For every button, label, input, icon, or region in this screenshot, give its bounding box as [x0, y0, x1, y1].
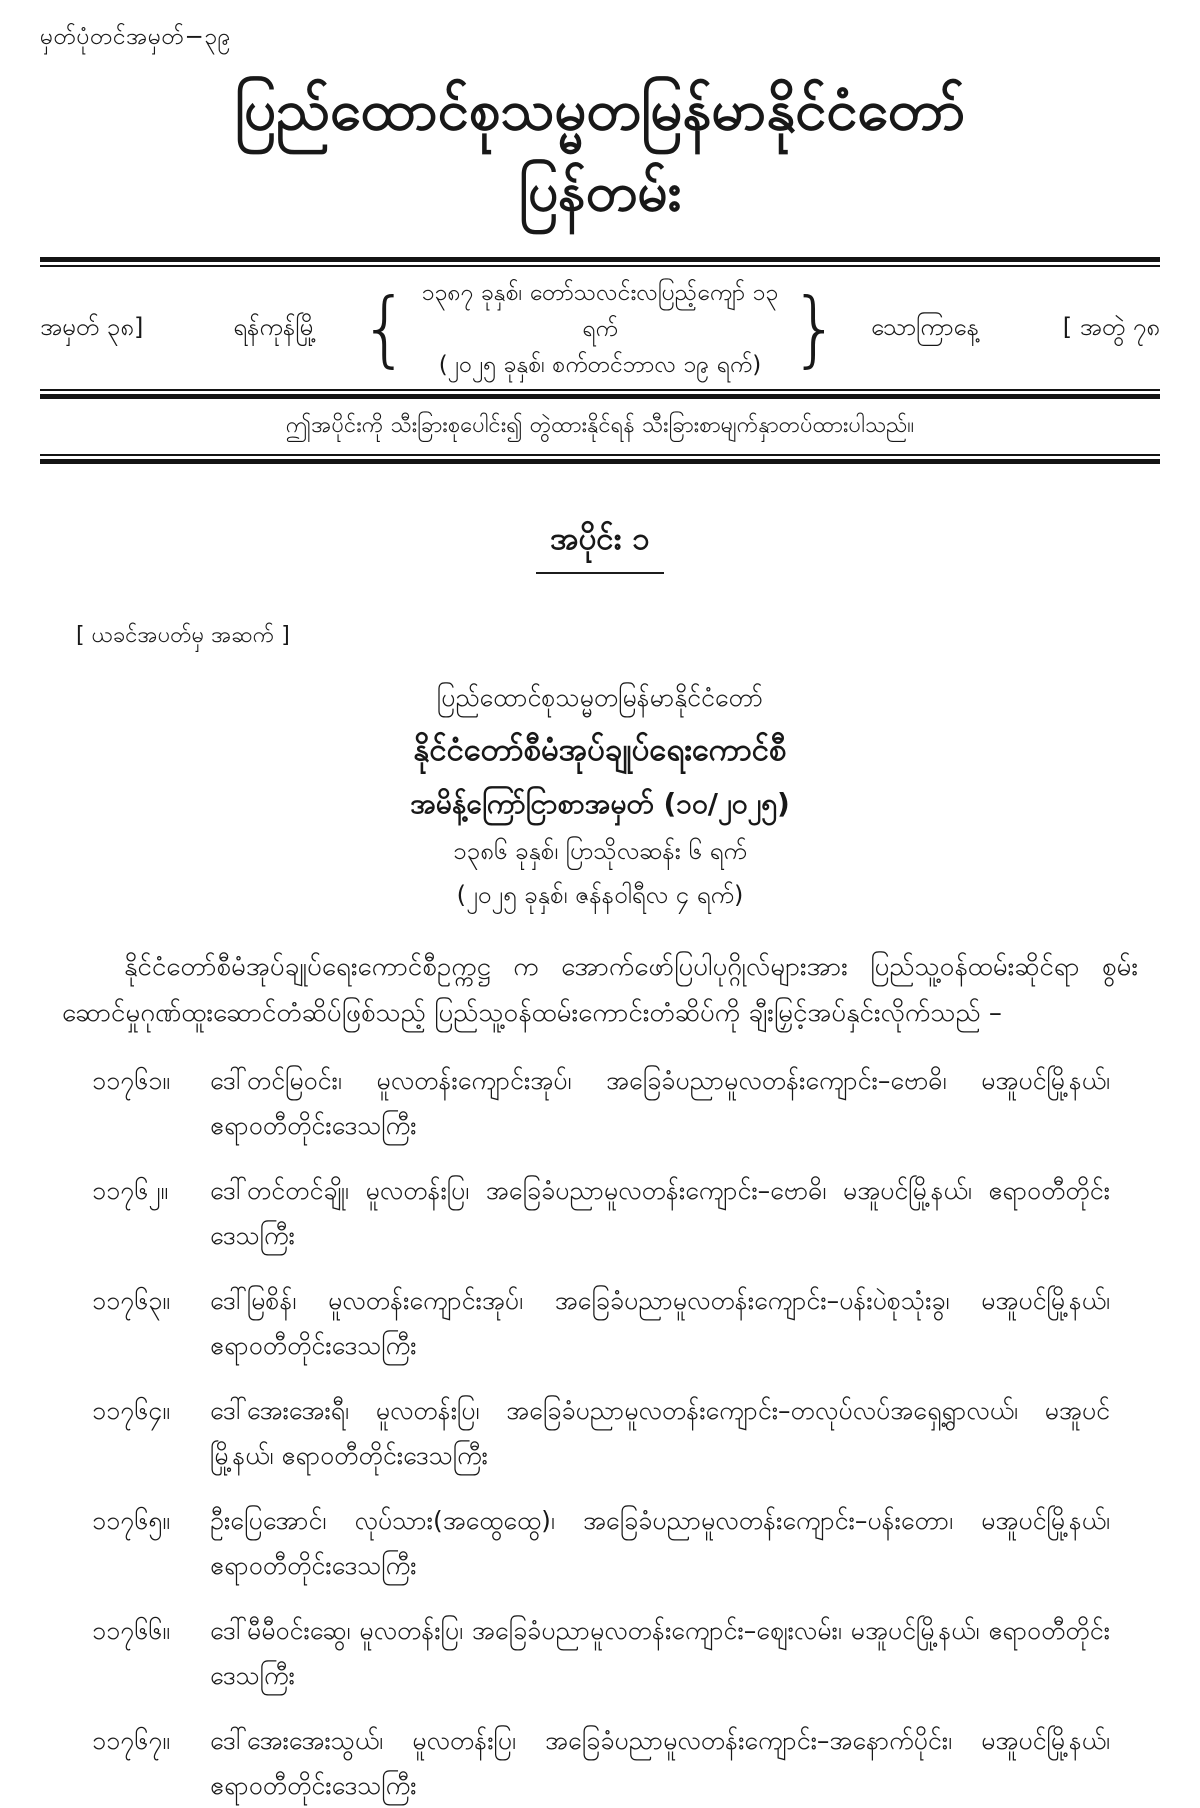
- issue-date-gregorian: (၂၀၂၅ ခုနှစ်၊ စက်တင်ဘာလ ၁၉ ရက်): [438, 351, 762, 378]
- recipient-description: ဒေါ်အေးအေးရီ၊ မူလတန်းပြ၊ အခြေခံပညာမူလတန်းကျောင်း–တလုပ်လပ်အရှေ့ရွာလယ်၊ မအူပင်မြို့နယ်၊ ဧရာဝတီတိုင်းဒေသကြီး: [210, 1395, 1110, 1470]
- list-item: [92, 1388, 1160, 1478]
- part-title: အပိုင်း ၁: [550, 520, 650, 557]
- order-state-line: ပြည်ထောင်စုသမ္မတမြန်မာနိုင်ငံတော်: [436, 683, 764, 713]
- recipient-description: ဒေါ်အေးအေးသွယ်၊ မူလတန်းပြ၊ အခြေခံပညာမူလတန်းကျောင်း–အနောက်ပိုင်း၊ မအူပင်မြို့နယ်၊ ဧရာဝတီတိုင်းဒေသကြီး: [210, 1725, 1110, 1800]
- double-rule-mid: [40, 389, 1160, 399]
- binding-note: ဤအပိုင်းကို သီးခြားစုပေါင်း၍ တွဲထားနိုင်ရန် သီးခြားစာမျက်နှာတပ်ထားပါသည်။: [285, 412, 915, 438]
- double-rule-top: [40, 257, 1160, 267]
- gazette-title-line1: ပြည်ထောင်စုသမ္မတမြန်မာနိုင်ငံတော်: [234, 78, 966, 143]
- list-item: [92, 1168, 1160, 1258]
- list-item: [92, 1058, 1160, 1148]
- order-heading: [40, 679, 1160, 914]
- recipient-description: ဒေါ်မြစိန်၊ မူလတန်းကျောင်းအုပ်၊ အခြေခံပညာမူလတန်းကျောင်း–ပန်းပဲစုသုံးခွ၊ မအူပင်မြို့နယ်၊ ဧရာဝတီတိုင်းဒေသကြီး: [210, 1285, 1110, 1360]
- order-number-line: အမိန့်ကြော်ငြာစာအမှတ် (၁၀/၂၀၂၅): [410, 787, 790, 821]
- order-date-gregorian: (၂၀၂၅ ခုနှစ်၊ ဇန်နဝါရီလ ၄ ရက်): [456, 880, 744, 909]
- recipient-description: ဒေါ်တင်တင်ချို၊ မူလတန်းပြ၊ အခြေခံပညာမူလတန်းကျောင်း–ဗောဓိ၊ မအူပင်မြို့နယ်၊ ဧရာဝတီတိုင်းဒေသကြီး: [210, 1175, 1110, 1250]
- list-item: [92, 1718, 1160, 1808]
- issue-dates: [410, 275, 791, 383]
- recipient-number: ၁၁၇၆၁။: [92, 1065, 170, 1095]
- list-item: [92, 1278, 1160, 1368]
- recipient-number: ၁၁၇၆၃။: [92, 1285, 170, 1315]
- recipient-number: ၁၁၇၆၄။: [92, 1395, 170, 1425]
- order-date-myanmar: ၁၃၈၆ ခုနှစ်၊ ပြာသိုလဆန်း ၆ ရက်: [453, 837, 747, 866]
- gazette-title-line2: ပြန်တမ်း: [519, 162, 681, 224]
- issue-date-myanmar: ၁၃၈၇ ခုနှစ်၊ တော်သလင်းလပြည့်ကျော် ၁၃ ရက်: [421, 279, 779, 342]
- volume-number: [ အတွဲ ၇၈: [1062, 312, 1160, 341]
- recipient-list: [92, 1058, 1160, 1808]
- part-title-underline: [536, 572, 664, 574]
- list-item: [92, 1608, 1160, 1698]
- recipient-number: ၁၁၇၆၆။: [92, 1615, 170, 1645]
- recipient-number: ၁၁၇၆၇။: [92, 1725, 170, 1755]
- city-name: ရန်ကုန်မြို့: [233, 312, 317, 341]
- right-brace: }: [790, 281, 840, 376]
- order-council-line: နိုင်ငံတော်စီမံအုပ်ချုပ်ရေးကောင်စီ: [413, 731, 787, 768]
- recipient-number: ၁၁၇၆၂။: [92, 1175, 169, 1205]
- continuation-note: [ ယခင်အပတ်မှ အဆက် ]: [76, 623, 290, 649]
- registration-number: မှတ်ပုံတင်အမှတ်−၃၉: [40, 24, 232, 50]
- recipient-number: ၁၁၇၆၅။: [92, 1505, 170, 1535]
- weekday: သောကြာနေ့: [871, 312, 979, 341]
- list-item: [92, 1498, 1160, 1588]
- recipient-description: ဒေါ်တင်မြဝင်း၊ မူလတန်းကျောင်းအုပ်၊ အခြေခံပညာမူလတန်းကျောင်း–ဗောဓိ၊ မအူပင်မြို့နယ်၊ ဧရာဝတီတိုင်းဒေသကြီး: [210, 1065, 1110, 1140]
- order-body-paragraph: နိုင်ငံတော်စီမံအုပ်ချုပ်ရေးကောင်စီဥက္ကဋ္ဌ က အောက်ဖော်ပြပါပုဂ္ဂိုလ်များအား ပြည်သူ့ဝန်ထမ်းဆိုင်ရာ စွမ်းဆောင်မှုဂုဏ်ထူးဆောင်တံဆိပ်ဖြစ်သည့် ပြည်သူ့ဝန်ထမ်းကောင်းတံဆိပ်ကို ချီးမြှင့်အပ်နှင်းလိုက်သည် –: [62, 951, 1138, 1028]
- issue-number: အမှတ် ၃၈]: [40, 312, 144, 341]
- recipient-description: ဒေါ်မီမီဝင်းဆွေ၊ မူလတန်းပြ၊ အခြေခံပညာမူလတန်းကျောင်း–ဈေးလမ်း၊ မအူပင်မြို့နယ်၊ ဧရာဝတီတိုင်းဒေသကြီး: [210, 1615, 1110, 1690]
- masthead-row: [40, 267, 1160, 389]
- double-rule-bottom: [40, 454, 1160, 464]
- left-brace: {: [360, 281, 410, 376]
- recipient-description: ဦးပြေအောင်၊ လုပ်သား(အထွေထွေ)၊ အခြေခံပညာမူလတန်းကျောင်း–ပန်းတော၊ မအူပင်မြို့နယ်၊ ဧရာဝတီတိုင်းဒေသကြီး: [210, 1505, 1110, 1580]
